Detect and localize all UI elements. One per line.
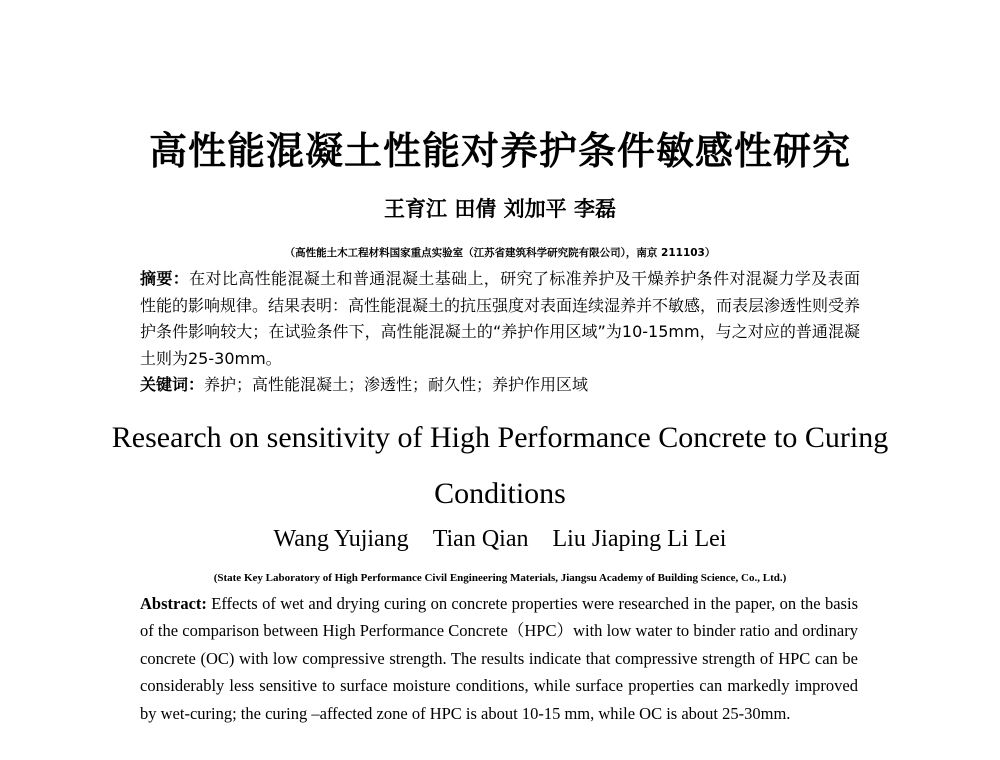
chinese-affiliation: （高性能土木工程材料国家重点实验室（江苏省建筑科学研究院有限公司），南京 211103） [284, 247, 716, 259]
english-abstract [140, 590, 858, 727]
chinese-title: 高性能混凝土性能对养护条件敏感性研究 [148, 129, 851, 173]
english-affiliation: (State Key Laboratory of High Performance Civil Engineering Materials, Jiangsu Academy of Building Science, Co., Ltd.) [213, 572, 787, 584]
chinese-keywords-text: 养护；高性能混凝土；渗透性；耐久性；养护作用区域 [204, 375, 589, 394]
chinese-abstract [140, 266, 860, 372]
author-name: Tian Qian [432, 526, 529, 552]
author-name: Liu Jiaping Li Lei [552, 526, 727, 552]
english-title: Research on sensitivity of High Performance Concrete to Curing Conditions [111, 421, 889, 510]
chinese-keywords [140, 372, 860, 398]
chinese-abstract-text: 在对比高性能混凝土和普通混凝土基础上，研究了标准养护及干燥养护条件对混凝力学及表面性能的影响规律。结果表明：高性能混凝土的抗压强度对表面连续湿养并不敏感，而表层渗透性则受养护条件影响较大；在试验条件下，高性能混凝土的“养护作用区域”为10-15mm，与之对应的普通混凝土则为25-30mm。 [140, 269, 861, 368]
chinese-authors: 王育江 田倩 刘加平 李磊 [384, 197, 616, 221]
english-abstract-text: Effects of wet and drying curing on concrete properties were researched in the paper, on the basis of the comparison between High Performance Concrete（HPC）with low water to binder ratio and ordinary concrete (OC) with low compressive strength. The results indicate that compressive strength of HPC can be considerably less sensitive to surface moisture conditions, while surface properties can markedly improved by wet-curing; the curing –affected zone of HPC is about 10-15 mm, while OC is about 25-30mm. [140, 594, 858, 723]
chinese-keywords-label: 关键词： [140, 375, 205, 394]
english-authors [0, 522, 1000, 556]
author-name: Wang Yujiang [273, 526, 409, 552]
english-abstract-label: Abstract: [140, 594, 207, 613]
chinese-abstract-label: 摘要： [140, 269, 190, 288]
